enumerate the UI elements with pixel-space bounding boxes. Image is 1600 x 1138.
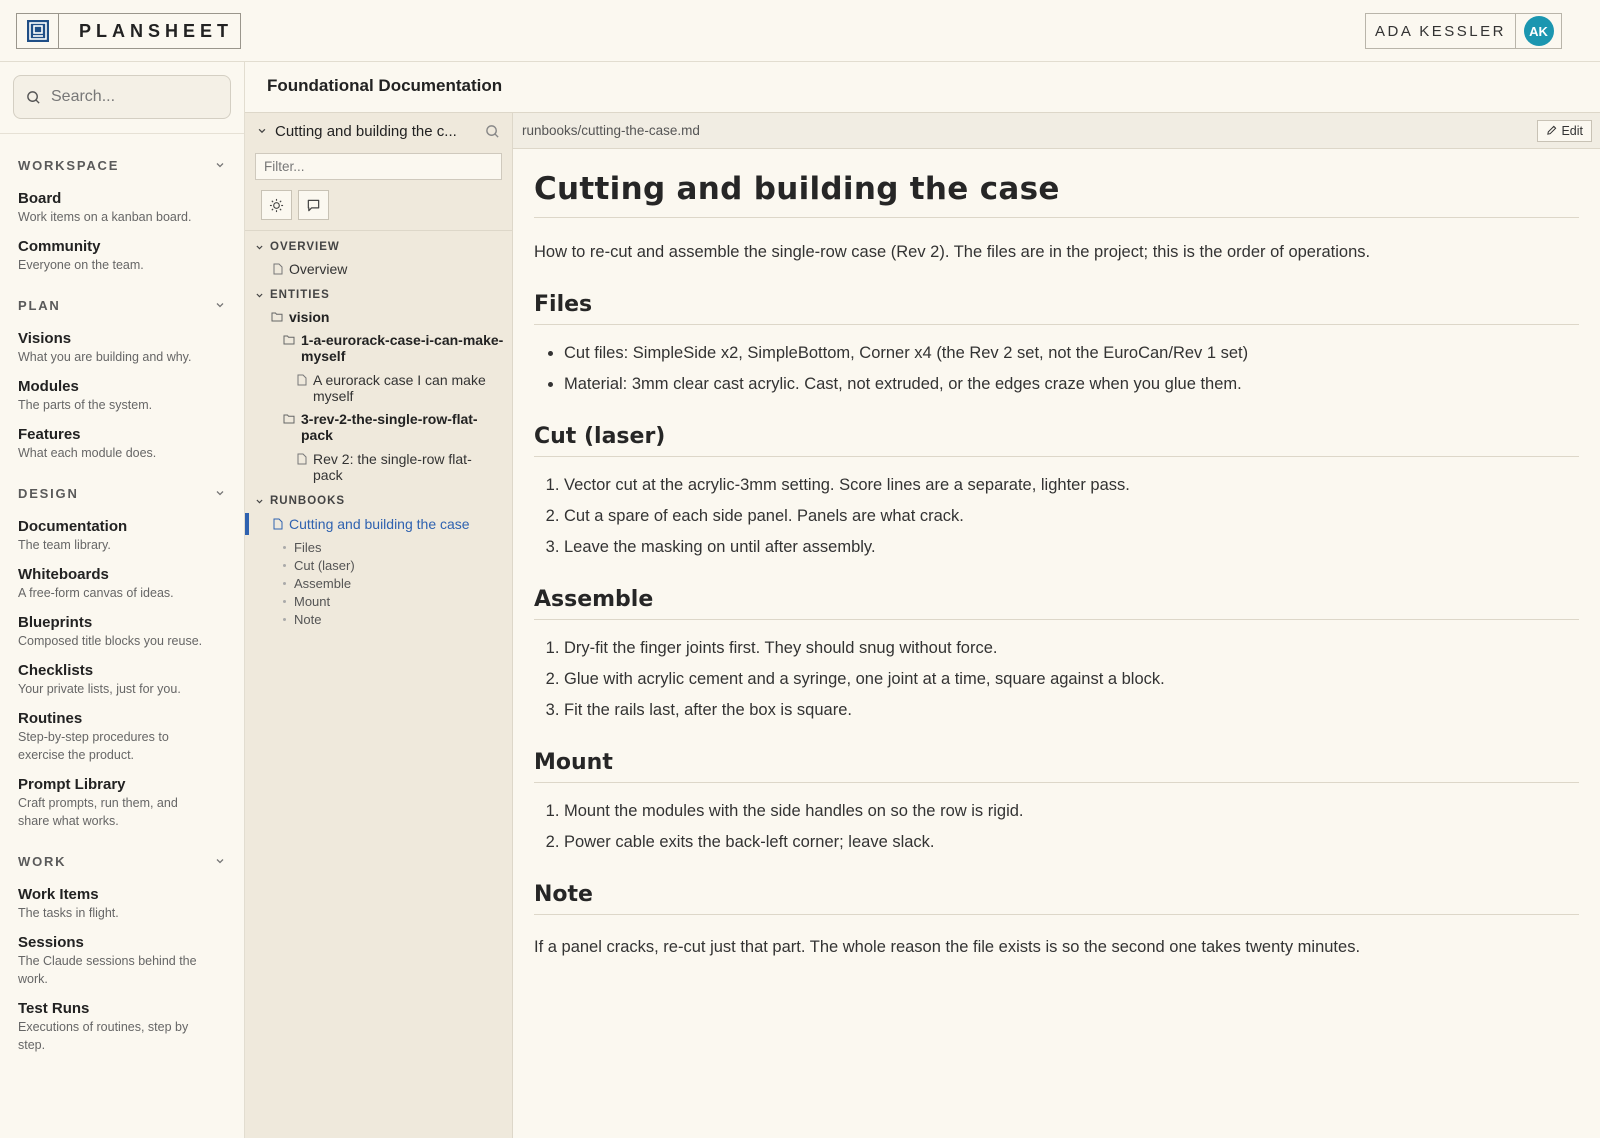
sidebar-item-desc: Executions of routines, step by step. — [18, 1020, 189, 1052]
tree-filter-input[interactable] — [264, 159, 501, 174]
tree-item-label: A eurorack case I can make myself — [313, 372, 486, 404]
section-design[interactable] — [0, 480, 244, 506]
sidebar-item-label: Work Items — [18, 886, 99, 903]
folder-icon — [271, 311, 283, 322]
pencil-icon — [1546, 125, 1557, 136]
sidebar-item-label: Board — [18, 190, 62, 207]
sidebar-item-blueprints[interactable] — [0, 614, 244, 650]
search-input[interactable] — [51, 88, 201, 106]
sidebar-item-test-runs[interactable] — [0, 1000, 244, 1054]
active-indicator — [245, 513, 249, 535]
folder-icon — [283, 413, 295, 424]
list-item: 2. Glue with acrylic cement and a syringe, one joint at a time, square against a block. — [564, 667, 1579, 691]
chevron-down-icon — [257, 126, 267, 136]
chevron-down-icon — [214, 159, 226, 171]
document-body — [513, 149, 1600, 959]
list-item: 1. Mount the modules with the side handles on so the row is rigid. — [564, 799, 1579, 823]
section-workspace[interactable] — [0, 152, 244, 178]
tree-title: Cutting and building the c... — [275, 122, 457, 140]
sidebar-item-features[interactable] — [0, 426, 244, 462]
heading-link-label: Files — [294, 539, 322, 555]
tree-item-label: Rev 2: the single-row flat-pack — [313, 451, 472, 483]
cut-list — [534, 473, 1579, 559]
sidebar-item-label: Prompt Library — [18, 776, 126, 793]
sidebar-item-label: Modules — [18, 378, 79, 395]
files-list — [534, 341, 1579, 396]
tree-group-label: OVERVIEW — [270, 241, 340, 253]
tree-filter[interactable] — [255, 153, 502, 180]
edit-button[interactable] — [1537, 120, 1592, 142]
document-icon — [297, 453, 307, 465]
comment-icon — [306, 198, 321, 213]
list-item: • Cut files: SimpleSide x2, SimpleBottom, Corner x4 (the Rev 2 set, not the EuroCan/Rev 1 set) — [564, 341, 1579, 365]
sidebar-item-whiteboards[interactable] — [0, 566, 244, 602]
tree-group-runbooks[interactable] — [245, 491, 512, 511]
tree-doc-eurorack-case[interactable] — [245, 372, 505, 404]
heading-mount: Mount — [534, 750, 1579, 783]
app-logo[interactable] — [16, 13, 241, 49]
tree-item-label: 1-a-eurorack-case-i-can-make-myself — [301, 332, 504, 364]
document-icon — [273, 518, 283, 530]
chevron-down-icon — [255, 497, 264, 506]
sidebar-item-label: Documentation — [18, 518, 128, 535]
intro-paragraph: How to re-cut and assemble the single-row case (Rev 2). The files are in the project; this is the order of operations. — [534, 243, 1371, 261]
edit-button-label: Edit — [1561, 123, 1583, 138]
list-item: 3. Fit the rails last, after the box is square. — [564, 698, 1579, 722]
section-title: WORKSPACE — [18, 157, 120, 173]
sidebar-item-label: Routines — [18, 710, 83, 727]
user-name: ADA KESSLER — [1375, 22, 1506, 40]
sidebar-item-label: Test Runs — [18, 1000, 90, 1017]
chevron-down-icon — [255, 291, 264, 300]
sidebar-item-desc: A free-form canvas of ideas. — [18, 586, 174, 600]
sidebar-item-visions[interactable] — [0, 330, 244, 366]
avatar: AK — [1524, 16, 1554, 46]
chevron-down-icon — [255, 243, 264, 252]
theme-toggle-button[interactable] — [261, 190, 292, 220]
sidebar-item-work-items[interactable] — [0, 886, 244, 922]
document-title: Cutting and building the case — [534, 149, 1579, 218]
sidebar-item-desc: The team library. — [18, 538, 111, 552]
file-path: runbooks/cutting-the-case.md — [522, 123, 700, 138]
list-item: 2. Cut a spare of each side panel. Panels are what crack. — [564, 504, 1579, 528]
list-item: 2. Power cable exits the back-left corner; leave slack. — [564, 830, 1579, 854]
tree-item-active-runbook[interactable] — [245, 513, 512, 535]
app-name: PLANSHEET — [79, 20, 234, 41]
sidebar-item-label: Whiteboards — [18, 566, 109, 583]
tree-group-label: ENTITIES — [270, 289, 330, 301]
tree-folder-vision[interactable] — [245, 309, 512, 325]
sidebar-item-desc: What each module does. — [18, 446, 157, 460]
heading-note: Note — [534, 882, 1579, 915]
heading-link-label: Note — [294, 611, 322, 627]
heading-cut: Cut (laser) — [534, 424, 1579, 457]
sidebar-item-board[interactable] — [0, 190, 244, 226]
sidebar — [0, 62, 245, 1138]
sidebar-item-documentation[interactable] — [0, 518, 244, 554]
sidebar-item-checklists[interactable] — [0, 662, 244, 698]
chevron-down-icon — [214, 299, 226, 311]
tree-item-label: 3-rev-2-the-single-row-flat-pack — [301, 411, 478, 443]
heading-link-label: Mount — [294, 593, 331, 609]
tree-group-label: RUNBOOKS — [270, 495, 346, 507]
tree-item-overview[interactable] — [245, 261, 512, 277]
sidebar-item-label: Community — [18, 238, 101, 255]
tree-collection-toggle[interactable] — [257, 123, 457, 140]
chevron-down-icon — [214, 487, 226, 499]
tree-group-entities[interactable] — [245, 285, 512, 305]
document-viewer — [513, 112, 1600, 1138]
sidebar-item-label: Visions — [18, 330, 72, 347]
page-title: Foundational Documentation — [267, 76, 503, 95]
folder-icon — [283, 334, 295, 345]
sidebar-item-label: Blueprints — [18, 614, 93, 631]
sidebar-item-desc: The parts of the system. — [18, 398, 153, 412]
tree-heading-cut[interactable] — [245, 556, 512, 574]
sidebar-item-prompt-library[interactable] — [0, 776, 244, 830]
sidebar-item-routines[interactable] — [0, 710, 244, 764]
note-paragraph: If a panel cracks, re-cut just that part. The whole reason the file exists is so the second one takes twenty minutes. — [534, 938, 1361, 956]
search-icon — [26, 90, 41, 105]
sidebar-item-label: Checklists — [18, 662, 94, 679]
sidebar-item-sessions[interactable] — [0, 934, 244, 988]
tree-item-label: vision — [289, 309, 330, 325]
tree-heading-mount[interactable] — [245, 592, 512, 610]
app-logo-icon — [17, 14, 59, 48]
assemble-list — [534, 636, 1579, 722]
sidebar-item-desc: Work items on a kanban board. — [18, 210, 192, 224]
section-title: WORK — [18, 853, 67, 869]
tree-group-overview[interactable] — [245, 237, 512, 257]
user-menu[interactable] — [1365, 13, 1562, 49]
heading-files: Files — [534, 292, 1579, 325]
document-icon — [273, 263, 283, 275]
sidebar-item-label: Features — [18, 426, 81, 443]
sidebar-item-desc: The Claude sessions behind the work. — [18, 954, 197, 986]
search-icon[interactable] — [485, 124, 500, 139]
mount-list — [534, 799, 1579, 854]
top-bar — [0, 0, 1600, 62]
sidebar-item-desc: Composed title blocks you reuse. — [18, 634, 203, 648]
search-box[interactable] — [13, 75, 231, 119]
tree-item-label: Overview — [289, 261, 348, 277]
tree-heading-assemble[interactable] — [245, 574, 512, 592]
sidebar-item-desc: The tasks in flight. — [18, 906, 119, 920]
section-title: PLAN — [18, 297, 61, 313]
list-item: 3. Leave the masking on until after assembly. — [564, 535, 1579, 559]
document-icon — [297, 374, 307, 386]
sidebar-item-desc: Everyone on the team. — [18, 258, 144, 272]
tree-folder-rev-2[interactable] — [245, 411, 507, 443]
chevron-down-icon — [214, 855, 226, 867]
list-item: 1. Vector cut at the acrylic-3mm setting. Score lines are a separate, lighter pass. — [564, 473, 1579, 497]
sidebar-item-desc: What you are building and why. — [18, 350, 192, 364]
sidebar-item-desc: Craft prompts, run them, and share what works. — [18, 796, 178, 828]
list-item: 1. Dry-fit the finger joints first. They should snug without force. — [564, 636, 1579, 660]
doc-tree-panel — [245, 112, 513, 1138]
comments-button[interactable] — [298, 190, 329, 220]
tree-folder-eurorack-case[interactable] — [245, 332, 507, 364]
sun-icon — [269, 198, 284, 213]
tree-heading-note[interactable] — [245, 610, 512, 628]
sidebar-item-community[interactable] — [0, 238, 244, 274]
tree-heading-files[interactable] — [245, 538, 512, 556]
sidebar-item-desc: Step-by-step procedures to exercise the product. — [18, 730, 169, 762]
sidebar-item-modules[interactable] — [0, 378, 244, 414]
tree-doc-rev-2[interactable] — [245, 451, 495, 483]
section-work[interactable] — [0, 848, 244, 874]
section-plan[interactable] — [0, 292, 244, 318]
section-title: DESIGN — [18, 485, 79, 501]
sidebar-item-label: Sessions — [18, 934, 84, 951]
tree-item-label: Cutting and building the case — [289, 516, 470, 532]
heading-link-label: Assemble — [294, 575, 352, 591]
heading-link-label: Cut (laser) — [294, 557, 355, 573]
list-item: • Material: 3mm clear cast acrylic. Cast, not extruded, or the edges craze when you glue them. — [564, 372, 1579, 396]
sidebar-item-desc: Your private lists, just for you. — [18, 682, 181, 696]
heading-assemble: Assemble — [534, 587, 1579, 620]
